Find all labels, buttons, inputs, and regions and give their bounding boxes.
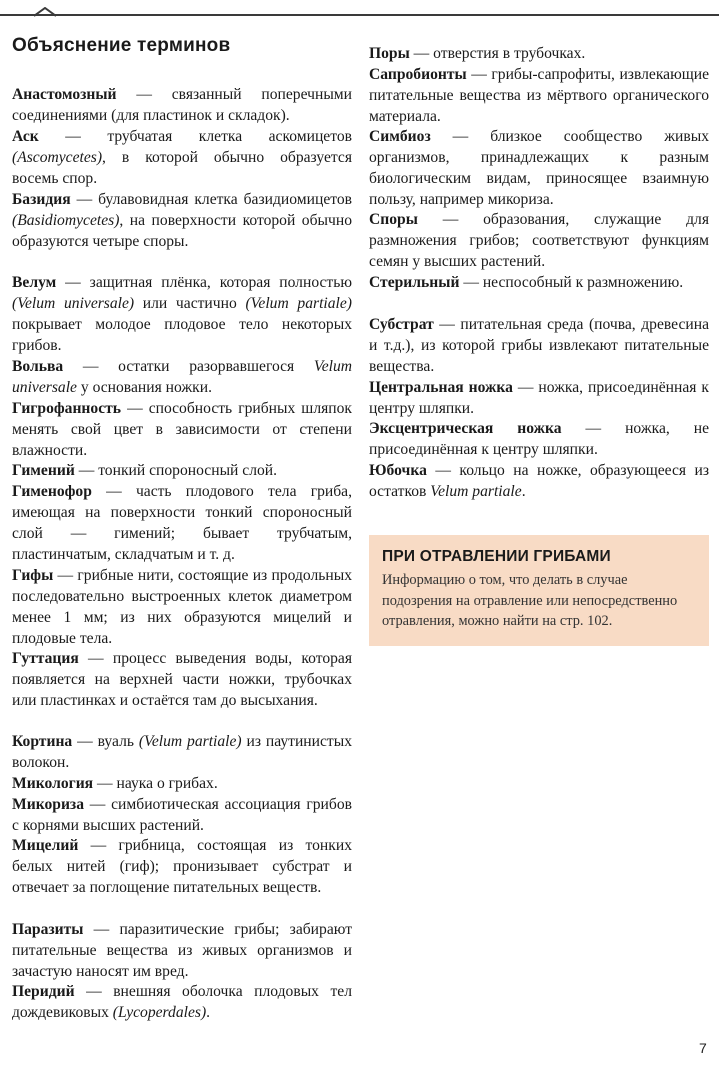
glossary-term: Гифы xyxy=(12,567,54,584)
glossary-term: Микориза xyxy=(12,796,84,813)
glossary-term: Эксцентрическая ножка xyxy=(369,420,562,437)
glossary-dash: — xyxy=(83,921,120,938)
glossary-definition-text: кольцо на ножке, образующееся из остатков xyxy=(369,462,710,500)
glossary-term: Перидий xyxy=(12,983,75,1000)
glossary-definition-text: , в которой обычно образуется восемь спор. xyxy=(12,149,352,187)
glossary-entry xyxy=(12,648,352,711)
glossary-dash: — xyxy=(512,379,539,396)
latin-name: (Velum partiale) xyxy=(138,733,242,750)
glossary-entry xyxy=(12,481,352,565)
glossary-definition-text: , на поверхности которой обычно образуются четыре споры. xyxy=(12,212,352,250)
glossary-dash: — xyxy=(91,483,136,500)
glossary-term: Анастомозный xyxy=(12,86,117,103)
glossary-definition-text: процесс выведения воды, которая появляется на верхней части ножки, трубочках или пластинках и остаётся там до высыхания. xyxy=(12,650,353,709)
glossary-entry xyxy=(12,835,352,898)
glossary-dash: — xyxy=(56,274,90,291)
glossary-dash: — xyxy=(74,983,114,1000)
glossary-entry xyxy=(12,272,352,356)
glossary-entry xyxy=(369,377,709,419)
latin-name: (Velum partiale) xyxy=(245,295,352,312)
glossary-definition-text: покрывает молодое плодовое тело некоторых грибов. xyxy=(12,316,352,354)
page-number: 7 xyxy=(699,1040,707,1056)
latin-name: (Ascomycetes) xyxy=(12,149,103,166)
glossary-definition-text: остатки разорвавшегося xyxy=(118,358,314,375)
glossary-dash: — xyxy=(433,316,461,333)
glossary-entry xyxy=(369,64,709,127)
glossary-entry xyxy=(12,773,352,794)
glossary-definition-text: близкое сообщество живых организмов, принадлежащих к разным биологическим видам, приносящее взаимную пользу, например микориза. xyxy=(369,128,709,208)
glossary-entry xyxy=(12,460,352,481)
glossary-definition-text: внешняя оболочка плодовых тел дождевиковых xyxy=(12,983,352,1021)
glossary-term: Юбочка xyxy=(369,462,427,479)
glossary-entry xyxy=(12,794,352,836)
header-notch xyxy=(34,7,56,17)
glossary-definition-text: наука о грибах. xyxy=(116,775,218,792)
latin-name: (Lycoperdales) xyxy=(112,1004,207,1021)
glossary-definition-text: из паутинистых волокон. xyxy=(12,733,353,771)
glossary-entry xyxy=(369,314,709,377)
glossary-definition-text: образования, служащие для размножения грибов; соответствуют функциям семян у высших растений. xyxy=(369,211,710,270)
glossary-entry xyxy=(12,356,352,398)
glossary-definition-text: способность грибных шляпок менять свой цвет в зависимости от степени влажности. xyxy=(12,400,352,459)
latin-name: (Velum universale) xyxy=(12,295,135,312)
glossary-definition-text: или частично xyxy=(134,295,246,312)
glossary-definition-text: ножка, не присоединённая к центру шляпки. xyxy=(369,420,710,458)
glossary-term: Гименофор xyxy=(12,483,92,500)
callout-title: ПРИ ОТРАВЛЕНИИ ГРИБАМИ xyxy=(382,548,611,565)
glossary-term: Вольва xyxy=(12,358,64,375)
glossary-dash: — xyxy=(409,45,434,62)
glossary-dash: — xyxy=(466,66,492,83)
glossary-entry xyxy=(369,209,709,272)
glossary-entry xyxy=(369,126,709,210)
glossary-term: Велум xyxy=(12,274,57,291)
glossary-definition-text: тонкий спороносный слой. xyxy=(98,462,278,479)
glossary-definition-text: . xyxy=(521,483,526,500)
glossary-dash: — xyxy=(78,650,113,667)
glossary-entry xyxy=(369,460,709,502)
glossary-dash: — xyxy=(74,462,99,479)
glossary-dash: — xyxy=(93,775,117,792)
glossary-term: Поры xyxy=(369,45,410,62)
glossary-dash: — xyxy=(53,567,78,584)
glossary-definition-text: питательная среда (почва, древесина и т.д.), из которой грибы извлекают питательные вещества. xyxy=(369,316,709,375)
glossary-term: Базидия xyxy=(12,191,71,208)
glossary-definition-text: у основания ножки. xyxy=(76,379,212,396)
glossary-entry xyxy=(12,126,352,189)
glossary-definition-text: паразитические грибы; забирают питательные вещества из живых организмов и зачастую наносят им вред. xyxy=(12,921,353,980)
glossary-dash: — xyxy=(72,733,98,750)
glossary-dash: — xyxy=(417,211,484,228)
glossary-dash: — xyxy=(561,420,626,437)
top-rule xyxy=(0,14,719,16)
glossary-dash: — xyxy=(116,86,172,103)
glossary-term: Стерильный xyxy=(369,274,460,291)
glossary-definition-text: симбиотическая ассоциация грибов с корнями высших растений. xyxy=(12,796,352,834)
glossary-term: Гимений xyxy=(12,462,75,479)
glossary-definition-text: связанный поперечными соединениями (для пластинок и складок). xyxy=(12,86,353,124)
glossary-definition-text: защитная плёнка, которая полностью xyxy=(89,274,352,291)
glossary-term: Мицелий xyxy=(12,837,79,854)
glossary-entry xyxy=(12,919,352,982)
glossary-definition-text: отверстия в трубочках. xyxy=(433,45,586,62)
glossary-dash: — xyxy=(78,837,119,854)
latin-name: Velum universale xyxy=(12,358,353,396)
glossary-definition-text: неспособный к размножению. xyxy=(482,274,684,291)
glossary-dash: — xyxy=(459,274,483,291)
glossary-entry xyxy=(369,43,709,64)
glossary-term: Гуттация xyxy=(12,650,79,667)
glossary-dash: — xyxy=(430,128,491,145)
latin-name: (Basidiomycetes) xyxy=(12,212,120,229)
glossary-term: Паразиты xyxy=(12,921,84,938)
glossary-dash: — xyxy=(63,358,119,375)
glossary-term: Сапробионты xyxy=(369,66,467,83)
callout-text: Информацию о том, что делать в случае подозрения на отравление или непосредственно отравления, можно найти на стр. 102. xyxy=(382,572,678,629)
glossary-definition-text: вуаль xyxy=(97,733,139,750)
glossary-term: Споры xyxy=(369,211,418,228)
glossary-definition-text: булавовидная клетка базидиомицетов xyxy=(98,191,353,208)
glossary-definition-text: грибные нити, состоящие из продольных последовательно выстроенных клеток диаметром менее 1 мм; из них образуются мицелий и плодовые тела. xyxy=(12,567,352,647)
glossary-dash: — xyxy=(121,400,149,417)
glossary-term: Симбиоз xyxy=(369,128,431,145)
glossary-entry xyxy=(369,418,709,460)
poisoning-callout xyxy=(369,535,709,646)
glossary-entry xyxy=(12,565,352,649)
glossary-dash: — xyxy=(84,796,112,813)
glossary-dash: — xyxy=(70,191,99,208)
glossary-entry xyxy=(12,981,352,1023)
section-title: Объяснение терминов xyxy=(12,35,231,56)
glossary-definition-text: грибница, состоящая из тонких белых нитей (гиф); пронизывает субстрат и отвечает за поглощение питательных веществ. xyxy=(12,837,352,896)
glossary-term: Субстрат xyxy=(369,316,434,333)
glossary-definition-text: ножка, присоединённая к центру шляпки. xyxy=(369,379,709,417)
glossary-entry xyxy=(12,398,352,461)
glossary-term: Кортина xyxy=(12,733,73,750)
glossary-term: Микология xyxy=(12,775,94,792)
glossary-entry xyxy=(369,272,709,293)
glossary-term: Центральная ножка xyxy=(369,379,513,396)
glossary-definition-text: грибы-сапрофиты, извлекающие питательные вещества из мёртвого органического материала. xyxy=(369,66,710,125)
latin-name: Velum partiale xyxy=(430,483,522,500)
glossary-entry xyxy=(12,189,352,252)
glossary-term: Аск xyxy=(12,128,39,145)
glossary-definition-text: . xyxy=(206,1004,211,1021)
glossary-entry xyxy=(12,84,352,126)
glossary-entry xyxy=(12,731,352,773)
glossary-definition-text: трубчатая клетка аскомицетов xyxy=(107,128,352,145)
glossary-definition-text: часть плодового тела гриба, имеющая на поверхности тонкий спороносный слой — гимений; бывает трубчатым, пластинчатым, складчатым и т. д. xyxy=(12,483,352,563)
glossary-dash: — xyxy=(426,462,460,479)
glossary-dash: — xyxy=(38,128,108,145)
glossary-term: Гигрофанность xyxy=(12,400,122,417)
